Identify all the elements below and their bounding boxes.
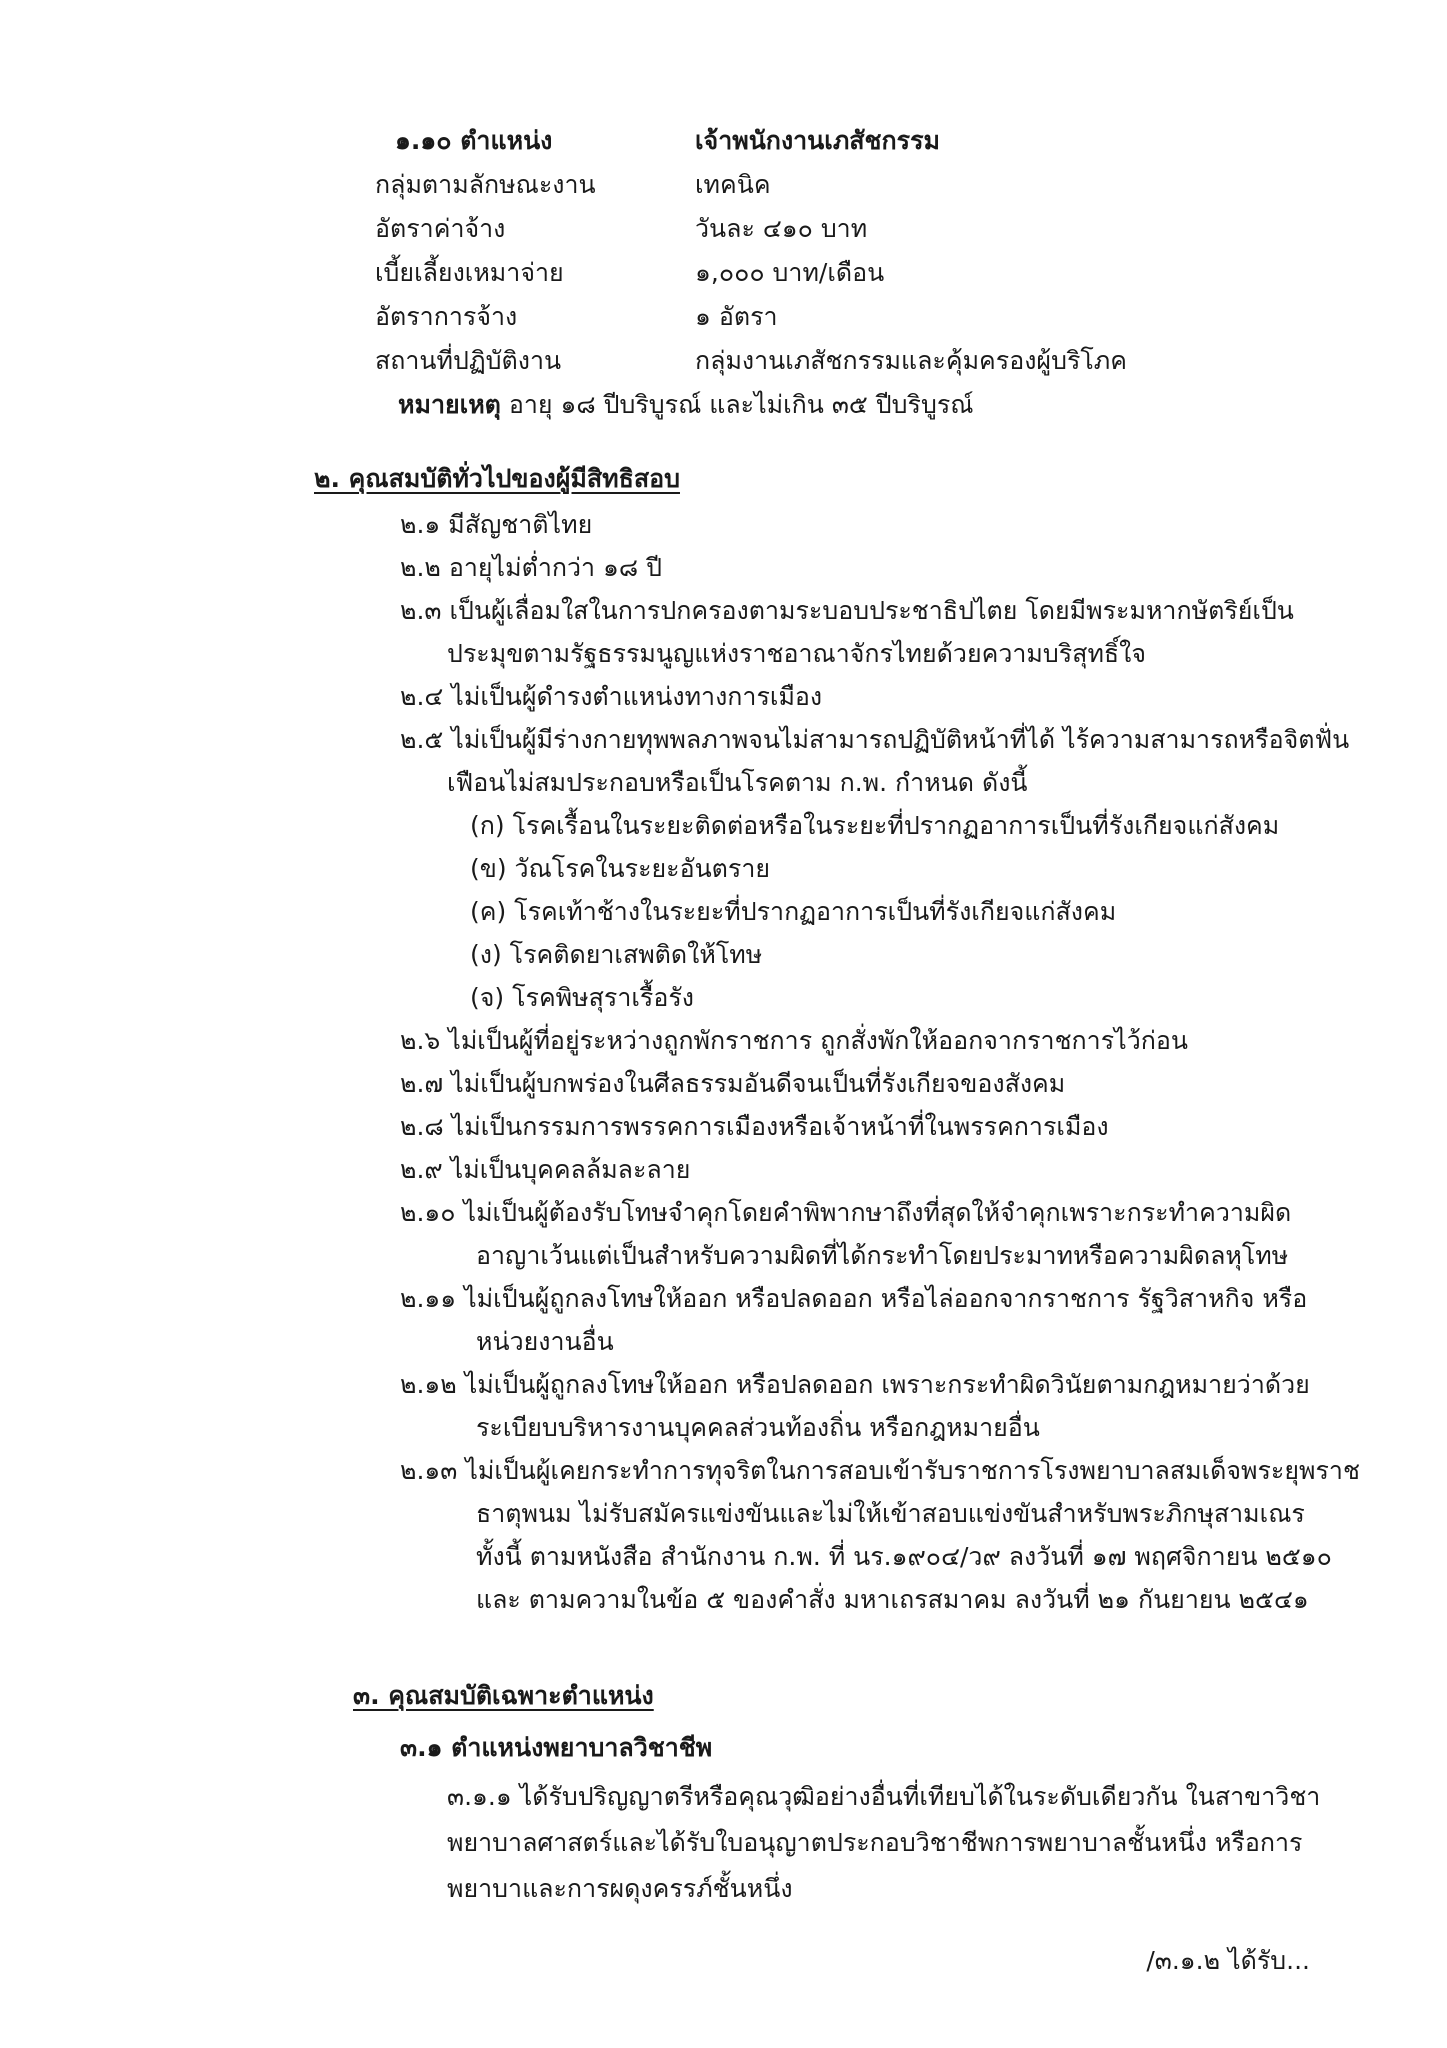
list-item-continuation: เฟือนไม่สมประกอบหรือเป็นโรคตาม ก.พ. กำหนด ดังนี้ (447, 768, 1028, 797)
list-item: ๒.๑ มีสัญชาติไทย (400, 510, 593, 539)
allowance-label: เบี้ยเลี้ยงเหมาจ่าย (375, 258, 564, 287)
list-item: ๒.๒ อายุไม่ต่ำกว่า ๑๘ ปี (400, 553, 663, 582)
list-item-continuation: และ ตามความในข้อ ๕ ของคำสั่ง มหาเถรสมาคม ลงวันที่ ๒๑ กันยายน ๒๕๔๑ (476, 1585, 1309, 1614)
workplace-value: กลุ่มงานเภสัชกรรมและคุ้มครองผู้บริโภค (695, 346, 1128, 375)
sub-list-item: (ง) โรคติดยาเสพติดให้โทษ (470, 940, 763, 969)
list-item: ๒.๖ ไม่เป็นผู้ที่อยู่ระหว่างถูกพักราชการ ถูกสั่งพักให้ออกจากราชการไว้ก่อน (400, 1026, 1189, 1055)
workplace-label: สถานที่ปฏิบัติงาน (375, 346, 562, 375)
section-3-heading: ๓. คุณสมบัติเฉพาะตำแหน่ง (353, 1681, 654, 1710)
list-item: ๒.๑๓ ไม่เป็นผู้เคยกระทำการทุจริตในการสอบเข้ารับราชการโรงพยาบาลสมเด็จพระยุพราช (400, 1456, 1360, 1485)
job-group-label: กลุ่มตามลักษณะงาน (375, 170, 596, 199)
page-continuation: /๓.๑.๒ ได้รับ... (1146, 1946, 1310, 1975)
list-item: ๒.๙ ไม่เป็นบุคคลล้มละลาย (400, 1155, 691, 1184)
headcount-label: อัตราการจ้าง (375, 302, 518, 331)
remark-text: อายุ ๑๘ ปีบริบูรณ์ และไม่เกิน ๓๕ ปีบริบูรณ์ (508, 390, 974, 419)
section-3-subheading: ๓.๑ ตำแหน่งพยาบาลวิชาชีพ (400, 1733, 713, 1762)
list-item: ๒.๗ ไม่เป็นผู้บกพร่องในศีลธรรมอันดีจนเป็นที่รังเกียจของสังคม (400, 1069, 1066, 1098)
paragraph-line: ๓.๑.๑ ได้รับปริญญาตรีหรือคุณวุฒิอย่างอื่นที่เทียบได้ในระดับเดียวกัน ในสาขาวิชา (447, 1782, 1321, 1811)
list-item-continuation: หน่วยงานอื่น (476, 1327, 614, 1356)
position-title: เจ้าพนักงานเภสัชกรรม (695, 126, 940, 155)
list-item: ๒.๑๒ ไม่เป็นผู้ถูกลงโทษให้ออก หรือปลดออก เพราะกระทำผิดวินัยตามกฎหมายว่าด้วย (400, 1370, 1310, 1399)
headcount-value: ๑ อัตรา (695, 302, 778, 331)
list-item: ๒.๔ ไม่เป็นผู้ดำรงตำแหน่งทางการเมือง (400, 682, 823, 711)
list-item-continuation: ประมุขตามรัฐธรรมนูญแห่งราชอาณาจักรไทยด้วยความบริสุทธิ์ใจ (447, 639, 1147, 668)
sub-list-item: (จ) โรคพิษสุราเรื้อรัง (470, 983, 694, 1012)
wage-label: อัตราค่าจ้าง (375, 214, 506, 243)
allowance-value: ๑,๐๐๐ บาท/เดือน (695, 258, 885, 287)
list-item-continuation: ทั้งนี้ ตามหนังสือ สำนักงาน ก.พ. ที่ นร.๑๙๐๔/ว๙ ลงวันที่ ๑๗ พฤศจิกายน ๒๕๑๐ (476, 1542, 1332, 1571)
sub-list-item: (ก) โรคเรื้อนในระยะติดต่อหรือในระยะที่ปรากฏอาการเป็นที่รังเกียจแก่สังคม (470, 811, 1280, 840)
list-item: ๒.๑๑ ไม่เป็นผู้ถูกลงโทษให้ออก หรือปลดออก หรือไล่ออกจากราชการ รัฐวิสาหกิจ หรือ (400, 1284, 1308, 1313)
list-item: ๒.๕ ไม่เป็นผู้มีร่างกายทุพพลภาพจนไม่สามารถปฏิบัติหน้าที่ได้ ไร้ความสามารถหรือจิตฟั่น (400, 725, 1350, 754)
list-item-continuation: ธาตุพนม ไม่รับสมัครแข่งขันและไม่ให้เข้าสอบแข่งขันสำหรับพระภิกษุสามเณร (476, 1499, 1305, 1528)
paragraph-line: พยาบาลศาสตร์และได้รับใบอนุญาตประกอบวิชาชีพการพยาบาลชั้นหนึ่ง หรือการ (447, 1828, 1303, 1857)
sub-list-item: (ค) โรคเท้าช้างในระยะที่ปรากฏอาการเป็นที่รังเกียจแก่สังคม (470, 897, 1117, 926)
remark (398, 390, 973, 420)
list-item-continuation: ระเบียบบริหารงานบุคคลส่วนท้องถิ่น หรือกฎหมายอื่น (476, 1413, 1040, 1442)
list-item: ๒.๓ เป็นผู้เลื่อมใสในการปกครองตามระบอบประชาธิปไตย โดยมีพระมหากษัตริย์เป็น (400, 596, 1294, 625)
sub-list-item: (ข) วัณโรคในระยะอันตราย (470, 854, 771, 883)
paragraph-line: พยาบาและการผดุงครรภ์ชั้นหนึ่ง (447, 1874, 793, 1903)
list-item: ๒.๑๐ ไม่เป็นผู้ต้องรับโทษจำคุกโดยคำพิพากษาถึงที่สุดให้จำคุกเพราะกระทำความผิด (400, 1198, 1292, 1227)
section-2-heading: ๒. คุณสมบัติทั่วไปของผู้มีสิทธิสอบ (314, 464, 680, 493)
job-group-value: เทคนิค (695, 170, 771, 199)
remark-label: หมายเหตุ (398, 390, 501, 419)
list-item-continuation: อาญาเว้นแต่เป็นสำหรับความผิดที่ได้กระทำโดยประมาทหรือความผิดลหุโทษ (476, 1241, 1289, 1270)
list-item: ๒.๘ ไม่เป็นกรรมการพรรคการเมืองหรือเจ้าหน้าที่ในพรรคการเมือง (400, 1112, 1109, 1141)
wage-value: วันละ ๔๑๐ บาท (695, 214, 868, 243)
position-number: ๑.๑๐ ตำแหน่ง (395, 126, 553, 155)
